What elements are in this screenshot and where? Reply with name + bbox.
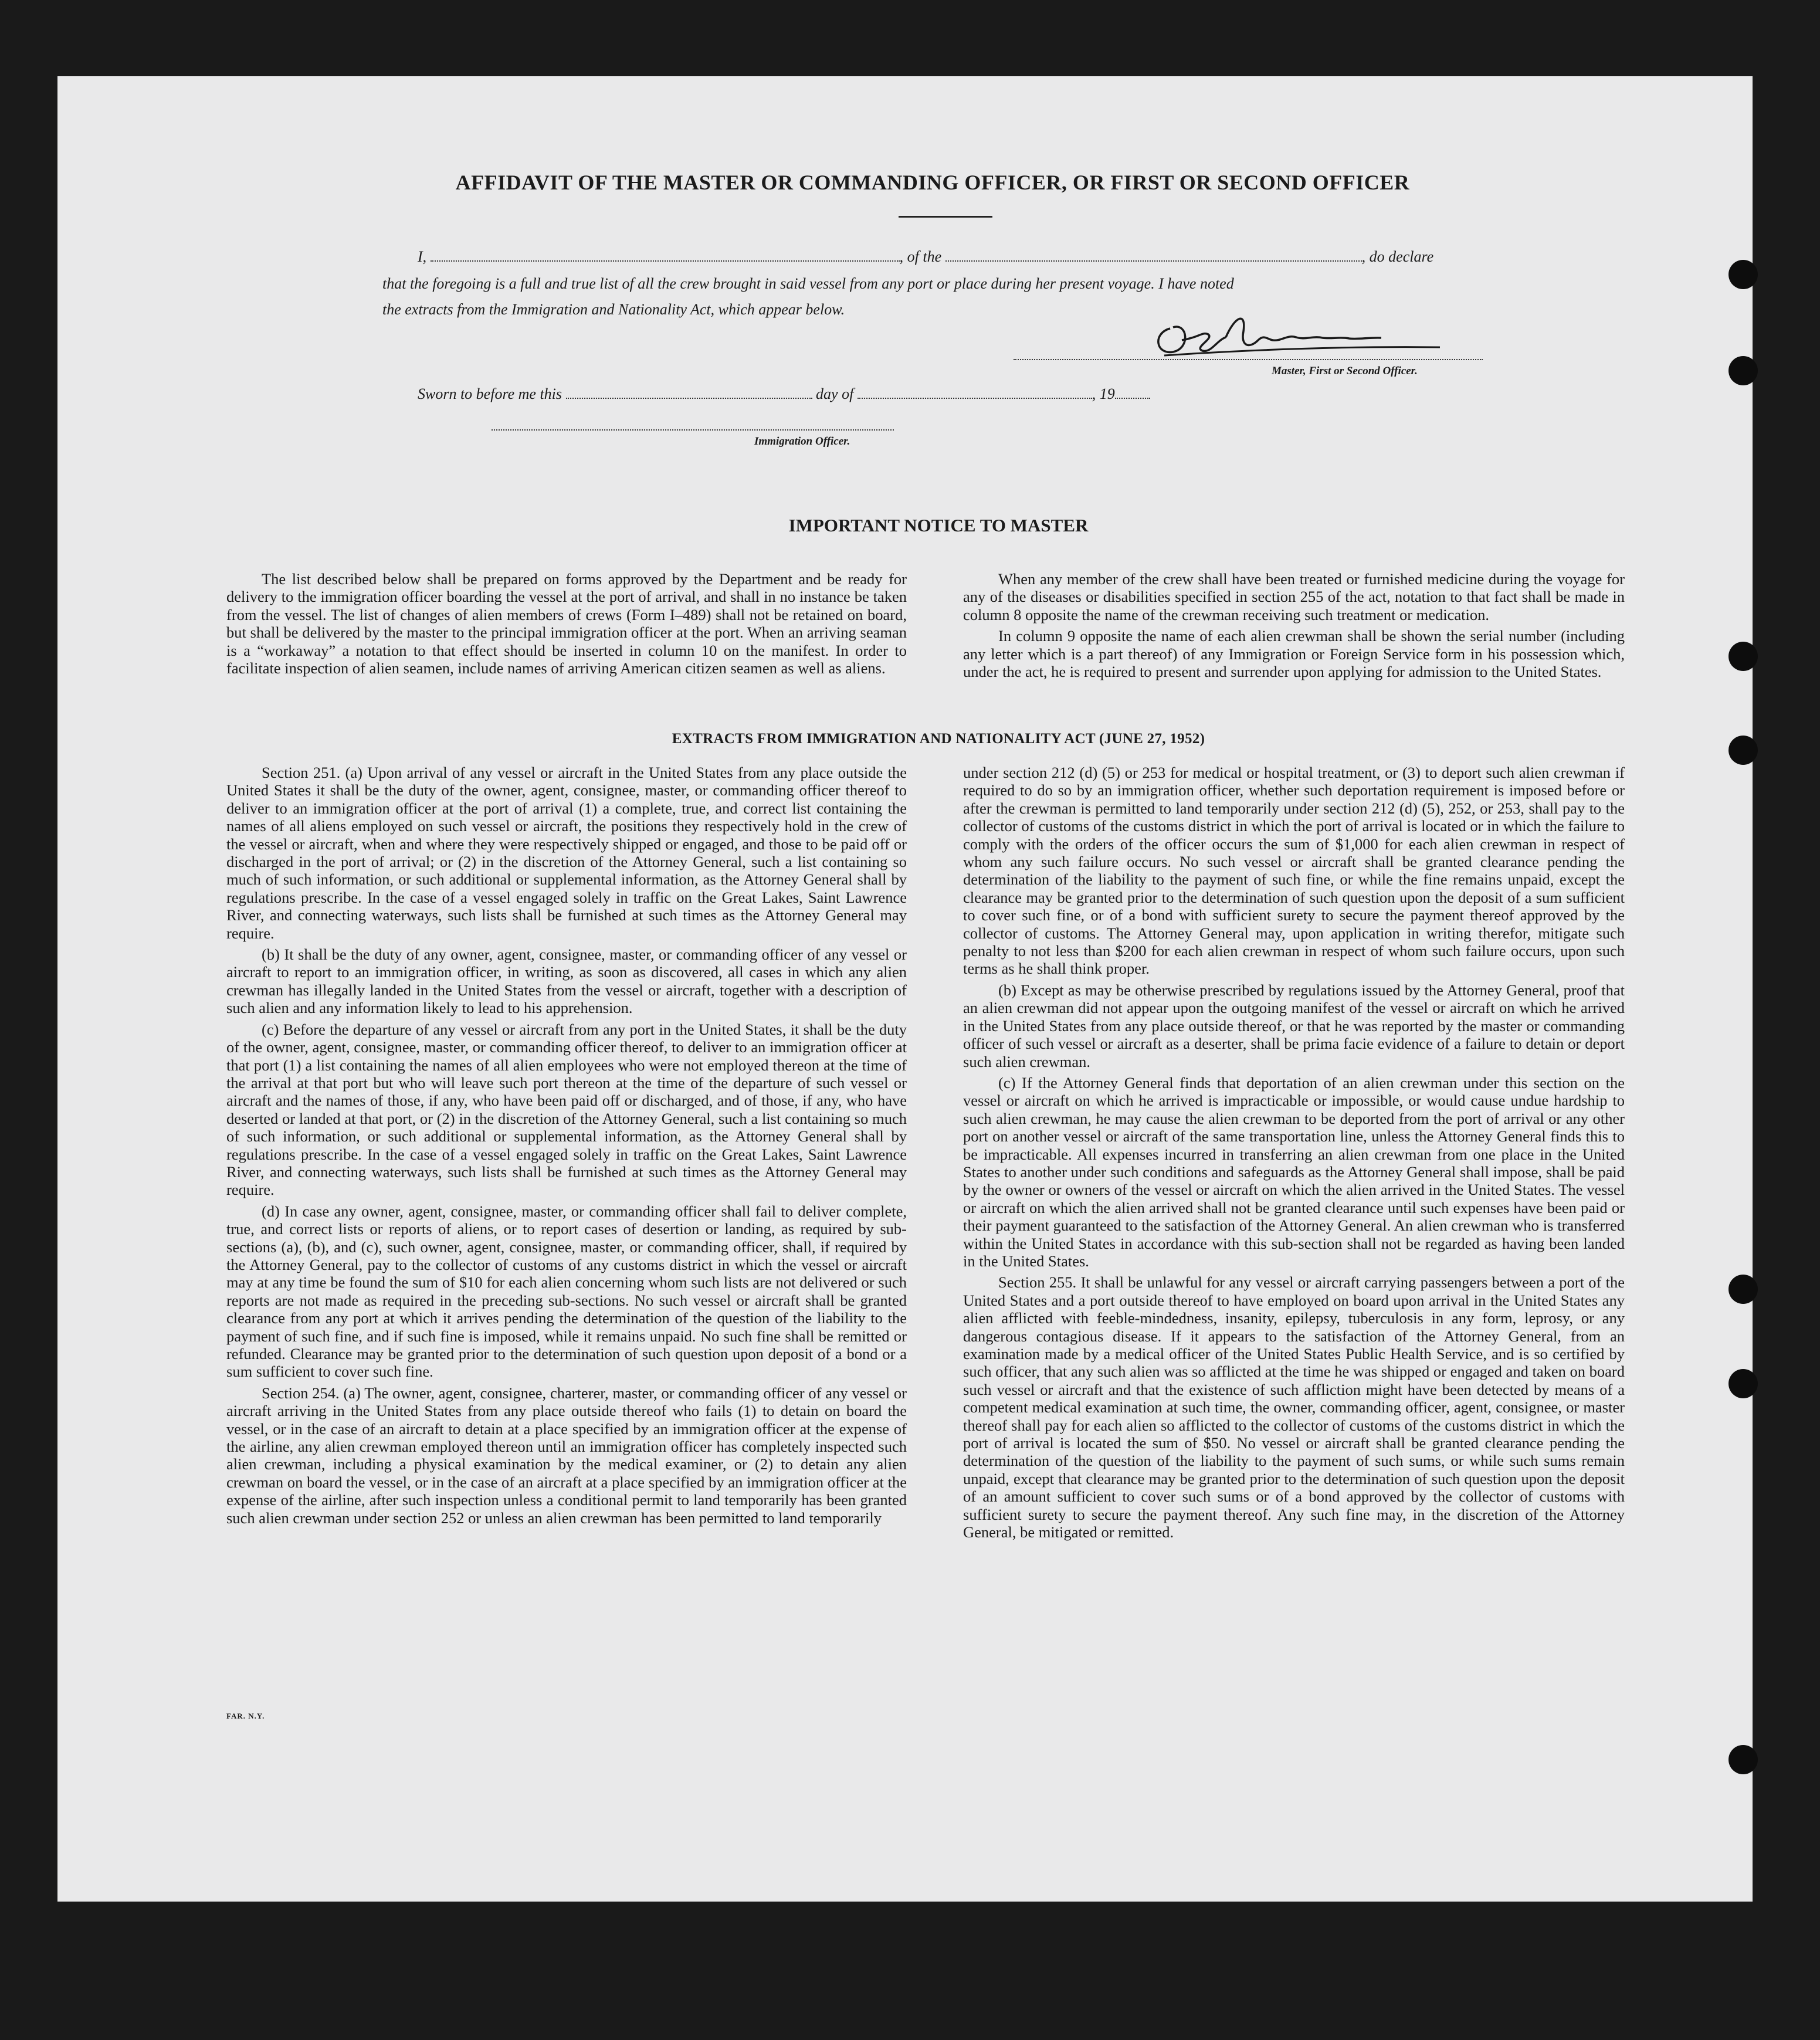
affidavit-title: AFFIDAVIT OF THE MASTER OR COMMANDING OFFICER, OR FIRST OR SECOND OFFICER xyxy=(455,171,1410,194)
declaration-line-2: the extracts from the Immigration and Nationality Act, which appear below. xyxy=(382,301,845,318)
notice-right-paragraph-1: When any member of the crew shall have been treated or furnished medicine during the voyage for any of the diseases or disabilities specified in section 255 of the act, notation to that fact shall be made in column 8 opposite the name of the crewman receiving such treatment or medication. xyxy=(963,570,1625,623)
punch-hole xyxy=(1729,642,1758,671)
sworn-line xyxy=(418,381,1150,407)
i-label: I, xyxy=(418,248,427,265)
sworn-year-field[interactable] xyxy=(1115,384,1150,399)
section-254-c: (c) If the Attorney General finds that deportation of an alien crewman under this section on the vessel or aircraft on which he arrived is impracticable or impossible, or would cause undue hardship to such alien crewman, he may cause the alien crewman to be deported from the port of arrival or any other port on another vessel or aircraft of the same transportation line, unless the Attorney General finds this to be impracticable. All expenses incurred in transferring an alien crewman from one place in the United States to another under such conditions and safeguards as the Attorney General shall impose, shall be paid by the owner or owners of the vessel or aircraft on which the alien arrived in the United States. The vessel or aircraft on which the alien arrived shall not be granted clearance until such expenses have been paid or their payment guaranteed to the satisfaction of the Attorney General. An alien crewman who is transferred within the United States in accordance with this sub-section shall not be regarded as having been landed in the United States. xyxy=(963,1073,1625,1270)
sworn-label: Sworn to before me this xyxy=(418,385,562,402)
punch-hole xyxy=(1729,356,1758,385)
notice-right-column xyxy=(963,570,1625,684)
officer-caption: Immigration Officer. xyxy=(754,435,850,448)
section-254-a-continued: under section 212 (d) (5) or 253 for medical or hospital treatment, or (3) to deport such alien crewman if required to do so by an immigration officer, whether such deportation requirement is imposed before or after the crewman is permitted to land temporarily under section 212 (d) (5), 252, or 253, shall pay to the collector of customs of the customs district in which the port of arrival is located or in which the failure to comply with the orders of the officer occurs the sum of $1,000 for each alien crewman in respect of whom any such failure occurs. No such vessel or aircraft shall be granted clearance pending the determination of the liability to the payment of such fine, or while the fine remains unpaid, except the clearance may be granted prior to the determination of such question upon the deposit of a sum sufficient to cover such fine, or of a bond with sufficient surety to secure the payment thereof approved by the collector of customs. The Attorney General may, upon application in writing therefor, mitigate such penalty to not less than $200 for each alien crewman in respect of whom such failure occurs, upon such terms as he shall think proper. xyxy=(963,764,1625,978)
day-of-label: day of xyxy=(816,385,854,402)
section-251-d: (d) In case any owner, agent, consignee, master, or commanding officer shall fail to deliver complete, true, and correct lists or reports of aliens, or to report cases of desertion or landing, as required by sub-sections (a), (b), and (c), such owner, agent, consignee, master, or commanding officer, shall, if required by the Attorney General, pay to the collector of customs of any customs district in which the vessel or aircraft may at any time be found the sum of $10 for each alien concerning whom such lists are not delivered or such reports are not made as required in the preceding sub-sections. No such vessel or aircraft shall be granted clearance from any port at which it arrives pending the determination of the question of the liability to the payment of such fine, and if such fine is imposed, while it remains unpaid. No such fine shall be remitted or refunded. Clearance may be granted prior to the determination of such question upon deposit of a bond or a sum sufficient to cover such fine. xyxy=(226,1202,907,1381)
officer-signature-line[interactable] xyxy=(492,429,894,431)
notice-title: IMPORTANT NOTICE TO MASTER xyxy=(788,515,1089,536)
affidavit-declare-line xyxy=(418,244,1485,270)
printer-mark: FAR. N.Y. xyxy=(226,1712,265,1720)
notice-right-paragraph-2: In column 9 opposite the name of each alien crewman shall be shown the serial number (including any letter which is a part thereof) of any Immigration or Foreign Service form in his possession which, under the act, he is required to present and surrender upon applying for admission to the United States. xyxy=(963,627,1625,681)
punch-hole xyxy=(1729,1369,1758,1398)
section-251-c: (c) Before the departure of any vessel or aircraft from any port in the United States, it shall be the duty of the owner, agent, consignee, master, or commanding officer thereof, to deliver to an immigration officer at that port (1) a list containing the names of all alien employees who were not employed thereon at the time of the arrival at that port but who will leave such port thereon at the time of the departure of such vessel or aircraft and the names of those, if any, who have been paid off or discharged, and of those, if any, who have deserted or landed at that port, or (2) in the discretion of the Attorney General, such a list containing so much of such information, or such additional or supplemental information, as the Attorney General shall by regulations prescribe. In the case of a vessel engaged solely in traffic on the Great Lakes, Saint Lawrence River, and connecting waterways, such lists shall be furnished at such times as the Attorney General may require. xyxy=(226,1020,907,1199)
section-251-b: (b) It shall be the duty of any owner, agent, consignee, master, or commanding officer of any vessel or aircraft to report to an immigration officer, in writing, as soon as discovered, all cases in which any alien crewman has illegally landed in the United States from the vessel or aircraft, together with a description of such alien and any information likely to lead to his apprehension. xyxy=(226,946,907,1017)
extracts-right-column xyxy=(963,764,1625,1544)
sworn-day-field[interactable] xyxy=(566,384,812,399)
section-254-b: (b) Except as may be otherwise prescribed by regulations issued by the Attorney General, proof that an alien crewman did not appear upon the outgoing manifest of the vessel or aircraft on which he arrived in the United States from any place outside thereof, or that he was reported by the master or commanding officer of such vessel or aircraft as a deserter, shall be prima facie evidence of a failure to detain or deport such alien crewman. xyxy=(963,981,1625,1070)
year-label: , 19 xyxy=(1092,385,1115,402)
section-255: Section 255. It shall be unlawful for any vessel or aircraft carrying passengers between a port of the United States and a port outside thereof to have employed on board upon arrival in the United States any alien afflicted with feeble-mindedness, insanity, epilepsy, tuberculosis in any form, leprosy, or any dangerous contagious disease. If it appears to the satisfaction of the Attorney General, from an examination made by a medical officer of the United States Public Health Service, and is so certified by such officer, that any such alien was so afflicted at the time he was shipped or engaged and taken on board such vessel or aircraft and that the existence of such affliction might have been detected by means of a competent medical examination at such time, the owner, commanding officer, agent, consignee, or master thereof shall pay for each alien so afflicted to the collector of customs of the customs district in which the port of arrival is located the sum of $50. No vessel or aircraft shall be granted clearance pending the determination of the question of the liability to the payment of such sums, or while such sums remain unpaid, except that clearance may be granted prior to the determination of such question upon the deposit of an amount sufficient to cover such sums or of a bond approved by the collector of customs with sufficient surety to secure the payment thereof. Any such fine may, in the discretion of the Attorney General, be mitigated or remitted. xyxy=(963,1273,1625,1541)
notice-left-paragraph: The list described below shall be prepared on forms approved by the Department and be ready for delivery to the immigration officer boarding the vessel at the port of arrival, and shall in no instance be taken from the vessel. The list of changes of alien members of crews (Form I–489) shall not be retained on board, but shall be delivered by the master to the principal immigration officer at the port. When an arriving seaman is a “workaway” a notation to that effect should be inserted in column 10 on the manifest. In order to facilitate inspection of alien seamen, include names of arriving American citizen seamen as well as aliens. xyxy=(226,570,907,677)
section-254-a: Section 254. (a) The owner, agent, consignee, charterer, master, or commanding officer of any vessel or aircraft arriving in the United States from any place outside thereof who fails (1) to detain on board the vessel, or in the case of an aircraft to detain at a place specified by an immigration officer at the expense of the airline, any alien crewman employed thereon until an immigration officer has completely inspected such alien crewman, including a physical examination by the medical examiner, or (2) to detain any alien crewman on board the vessel, or in the case of an aircraft at a place specified by an immigration officer at the expense of the airline, after such inspection unless a conditional permit to land temporarily has been granted such alien crewman under section 252 or unless an alien crewman has been permitted to land temporarily xyxy=(226,1384,907,1527)
signature-line[interactable] xyxy=(1014,359,1483,360)
extracts-left-column xyxy=(226,764,907,1530)
punch-hole xyxy=(1729,260,1758,289)
section-251-a: Section 251. (a) Upon arrival of any vessel or aircraft in the United States from any place outside the United States it shall be the duty of the owner, agent, consignee, master, or commanding officer thereof to deliver to an immigration officer at the port of arrival (1) a complete, true, and correct list containing the names of all aliens employed on such vessel or aircraft, the positions they respectively hold in the crew of the vessel or aircraft, when and where they were respectively shipped or engaged, and those to be paid off or discharged in the port of arrival; or (2) in the discretion of the Attorney General, such a list containing so much of such information, or such additional or supplemental information, as the Attorney General shall by regulations prescribe. In the case of a vessel engaged solely in traffic on the Great Lakes, Saint Lawrence River, and connecting waterways, such lists shall be furnished at such times as the Attorney General may require. xyxy=(226,764,907,942)
signature-caption: Master, First or Second Officer. xyxy=(1272,365,1418,377)
do-declare-label: , do declare xyxy=(1361,248,1434,265)
of-the-label: , of the xyxy=(899,248,942,265)
punch-hole xyxy=(1729,736,1758,765)
sworn-month-field[interactable] xyxy=(858,384,1092,399)
punch-hole xyxy=(1729,1745,1758,1774)
extracts-title: EXTRACTS FROM IMMIGRATION AND NATIONALITY ACT (JUNE 27, 1952) xyxy=(672,731,1205,747)
vessel-field[interactable] xyxy=(945,246,1362,262)
name-field[interactable] xyxy=(431,246,900,262)
title-rule xyxy=(899,216,992,218)
punch-hole xyxy=(1729,1275,1758,1304)
notice-left-column xyxy=(226,570,907,680)
declaration-line-1: that the foregoing is a full and true list of all the crew brought in said vessel from any port or place during her present voyage. I have noted xyxy=(382,275,1234,292)
